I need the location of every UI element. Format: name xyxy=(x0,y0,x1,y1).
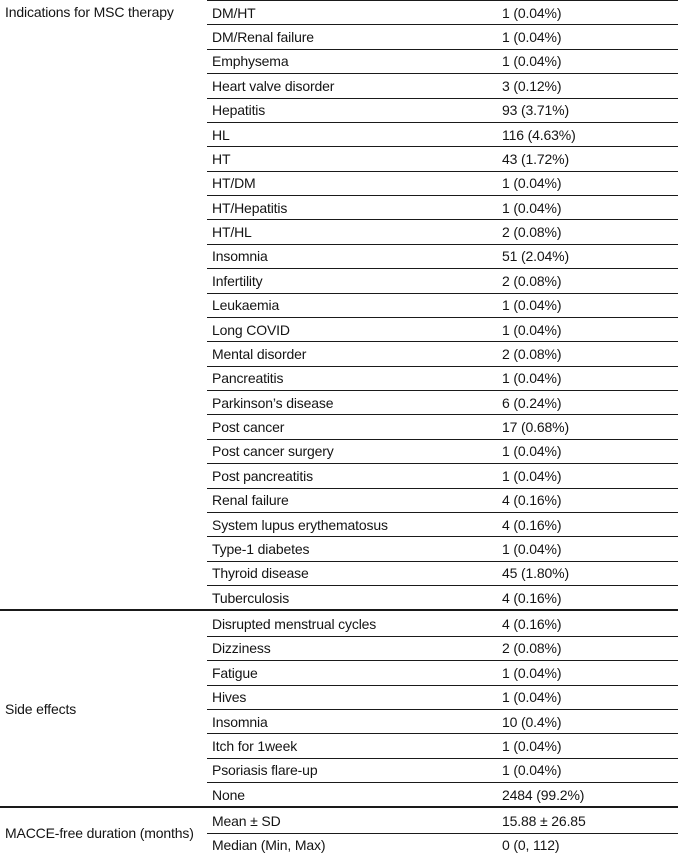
table-row xyxy=(207,24,678,48)
row-value: 2484 (99.2%) xyxy=(502,786,585,803)
table-row xyxy=(207,611,678,635)
table-row xyxy=(207,488,678,512)
row-value: 4 (0.16%) xyxy=(502,492,562,509)
row-value: 2 (0.08%) xyxy=(502,345,562,362)
row-value: 1 (0.04%) xyxy=(502,297,562,314)
row-item-label: Parkinson’s disease xyxy=(212,394,334,411)
table-row xyxy=(207,366,678,390)
row-item-label: HT xyxy=(212,150,231,167)
row-item-label: Type-1 diabetes xyxy=(212,540,310,557)
table-row xyxy=(207,414,678,438)
row-value: 1 (0.04%) xyxy=(502,689,562,706)
row-value: 17 (0.68%) xyxy=(502,419,569,436)
table-row xyxy=(207,244,678,268)
row-value: 1 (0.04%) xyxy=(502,321,562,338)
row-value: 116 (4.63%) xyxy=(502,126,576,143)
row-value: 10 (0.4%) xyxy=(502,713,562,730)
row-value: 1 (0.04%) xyxy=(502,540,562,557)
row-value: 1 (0.04%) xyxy=(502,175,562,192)
row-item-label: Mean ± SD xyxy=(212,812,281,829)
row-item-label: System lupus erythematosus xyxy=(212,516,388,533)
table-row xyxy=(207,536,678,560)
group-rows xyxy=(207,808,678,857)
row-item-label: HT/HL xyxy=(212,224,252,241)
table-row xyxy=(207,808,678,832)
table-row xyxy=(207,98,678,122)
table-row xyxy=(207,341,678,365)
table-group xyxy=(0,806,678,857)
table-row xyxy=(207,733,678,757)
row-value: 0 (0, 112) xyxy=(502,837,560,854)
row-item-label: Heart valve disorder xyxy=(212,77,335,94)
row-value: 1 (0.04%) xyxy=(502,762,562,779)
table-row xyxy=(207,0,678,24)
row-item-label: Mental disorder xyxy=(212,345,307,362)
table-row xyxy=(207,512,678,536)
table-row xyxy=(207,390,678,414)
group-label: MACCE-free duration (months) xyxy=(5,824,194,841)
table-row xyxy=(207,317,678,341)
row-item-label: Leukaemia xyxy=(212,297,280,314)
row-item-label: Pancreatitis xyxy=(212,370,284,387)
row-value: 2 (0.08%) xyxy=(502,272,562,289)
group-label: Side effects xyxy=(5,700,77,717)
row-value: 2 (0.08%) xyxy=(502,224,562,241)
row-value: 3 (0.12%) xyxy=(502,77,562,94)
row-item-label: Fatigue xyxy=(212,664,258,681)
row-item-label: Hepatitis xyxy=(212,102,266,119)
row-item-label: Long COVID xyxy=(212,321,290,338)
row-item-label: Tuberculosis xyxy=(212,589,290,606)
table-row xyxy=(207,268,678,292)
row-item-label: Insomnia xyxy=(212,713,268,730)
table-row xyxy=(207,439,678,463)
table-row xyxy=(207,782,678,806)
table-row xyxy=(207,685,678,709)
group-rows xyxy=(207,611,678,806)
row-value: 1 (0.04%) xyxy=(502,199,562,216)
row-value: 1 (0.04%) xyxy=(502,664,562,681)
table-row xyxy=(207,758,678,782)
table-row xyxy=(207,49,678,73)
table-row xyxy=(207,122,678,146)
row-item-label: Dizziness xyxy=(212,640,271,657)
row-item-label: Post cancer surgery xyxy=(212,443,334,460)
row-value: 4 (0.16%) xyxy=(502,615,562,632)
group-rows xyxy=(207,0,678,609)
row-item-label: HT/DM xyxy=(212,175,256,192)
row-value: 1 (0.04%) xyxy=(502,53,562,70)
row-value: 43 (1.72%) xyxy=(502,150,569,167)
row-value: 1 (0.04%) xyxy=(502,467,562,484)
table-row xyxy=(207,660,678,684)
table-row xyxy=(207,219,678,243)
row-item-label: DM/HT xyxy=(212,4,256,21)
row-value: 6 (0.24%) xyxy=(502,394,562,411)
row-item-label: Itch for 1week xyxy=(212,737,298,754)
table-row xyxy=(207,293,678,317)
row-item-label: Emphysema xyxy=(212,53,289,70)
table-row xyxy=(207,636,678,660)
table-row xyxy=(207,833,678,857)
row-item-label: Disrupted menstrual cycles xyxy=(212,615,377,632)
row-item-label: Insomnia xyxy=(212,248,268,265)
row-item-label: None xyxy=(212,786,245,803)
table-row xyxy=(207,463,678,487)
row-value: 4 (0.16%) xyxy=(502,589,562,606)
row-item-label: Hives xyxy=(212,689,247,706)
table-row xyxy=(207,195,678,219)
row-value: 1 (0.04%) xyxy=(502,443,562,460)
table-row xyxy=(207,73,678,97)
row-value: 45 (1.80%) xyxy=(502,565,569,582)
row-item-label: DM/Renal failure xyxy=(212,29,314,46)
row-item-label: Thyroid disease xyxy=(212,565,309,582)
row-item-label: Median (Min, Max) xyxy=(212,837,326,854)
table-row xyxy=(207,561,678,585)
row-item-label: Post pancreatitis xyxy=(212,467,313,484)
row-value: 1 (0.04%) xyxy=(502,4,562,21)
row-value: 15.88 ± 26.85 xyxy=(502,812,586,829)
row-item-label: Renal failure xyxy=(212,492,289,509)
row-item-label: Post cancer xyxy=(212,419,285,436)
row-item-label: HL xyxy=(212,126,230,143)
row-value: 51 (2.04%) xyxy=(502,248,569,265)
row-value: 1 (0.04%) xyxy=(502,737,562,754)
group-label: Indications for MSC therapy xyxy=(5,4,174,20)
row-value: 1 (0.04%) xyxy=(502,370,562,387)
table-row xyxy=(207,585,678,609)
table-row xyxy=(207,146,678,170)
row-value: 1 (0.04%) xyxy=(502,29,562,46)
row-value: 4 (0.16%) xyxy=(502,516,562,533)
table-row xyxy=(207,709,678,733)
row-value: 93 (3.71%) xyxy=(502,102,569,119)
table-row xyxy=(207,171,678,195)
row-item-label: Infertility xyxy=(212,272,263,289)
row-value: 2 (0.08%) xyxy=(502,640,562,657)
table-group xyxy=(0,609,678,806)
row-item-label: HT/Hepatitis xyxy=(212,199,288,216)
row-item-label: Psoriasis flare-up xyxy=(212,762,318,779)
